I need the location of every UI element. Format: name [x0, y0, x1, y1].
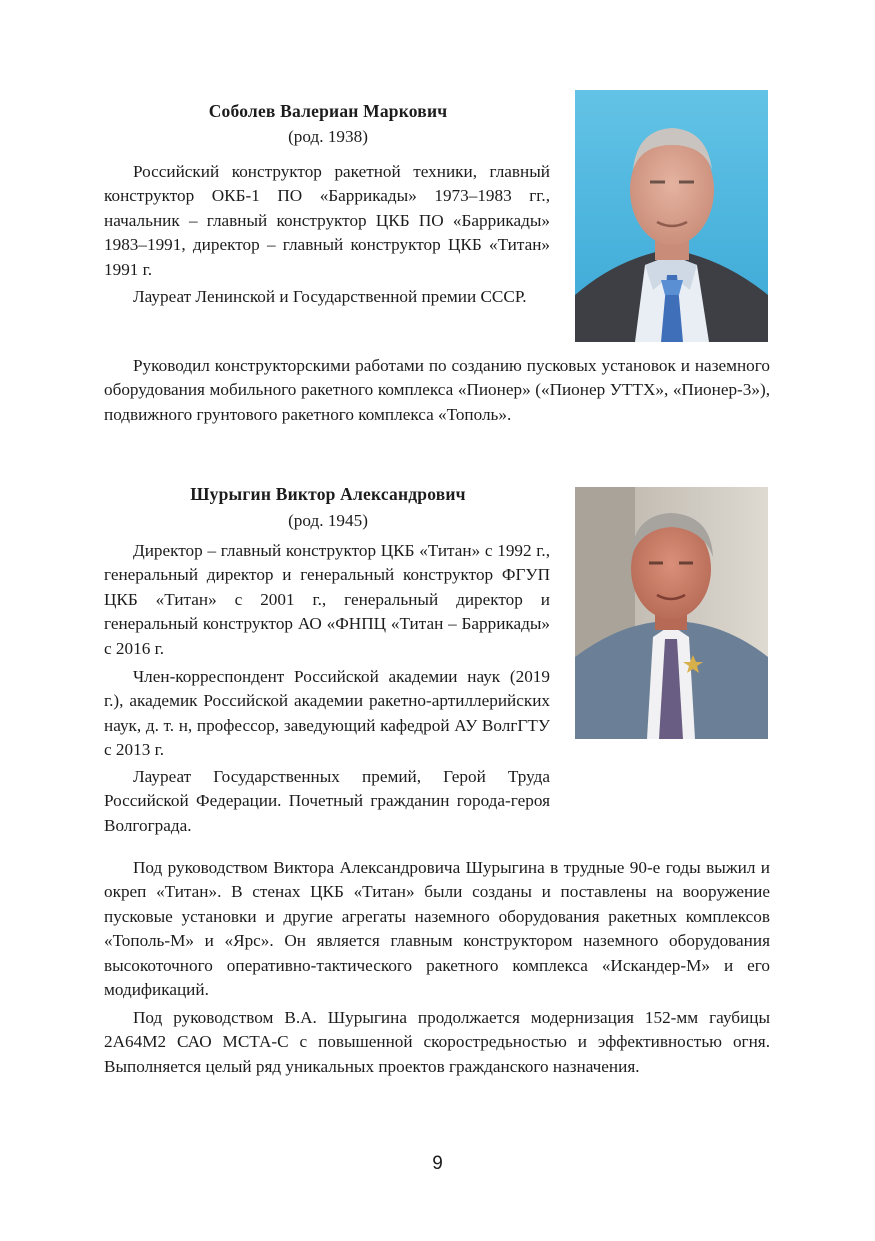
- person-name: Шурыгин Виктор Александрович: [190, 484, 466, 504]
- page-number: 9: [432, 1153, 443, 1174]
- bio-paragraph: Лауреат Ленинской и Государственной премии СССР.: [133, 287, 527, 306]
- birth-year: (род. 1938): [288, 127, 368, 146]
- body-paragraph: Под руководством Виктора Александровича Шурыгина в трудные 90-е годы выжил и окреп «Титан». В стенах ЦКБ «Титан» были созданы и поставлены на вооружение пусковые установки и другие агрегаты наземного оборудования ракетных комплексов «Тополь-М» и «Ярс». Он является главным конструктором наземного оборудования высокоточного оперативно-тактического ракетного комплекса «Искандер-М» и его модификаций.: [104, 858, 770, 1000]
- portrait-photo: [575, 90, 768, 342]
- person-name: Соболев Валериан Маркович: [208, 101, 448, 121]
- portrait-photo-icon: [575, 90, 768, 342]
- bio-paragraph: Член-корреспондент Российской академии наук (2019 г.), академик Российской академии ракетно-артиллерийских наук, д. т. н, профессор, заведующий кафедрой АУ ВолгГТУ с 2013 г.: [104, 667, 550, 760]
- birth-year: (род. 1945): [288, 511, 368, 530]
- body-paragraph: Руководил конструкторскими работами по созданию пусковых установок и наземного оборудования мобильного ракетного комплекса «Пионер» («Пионер УТТХ», «Пионер-3»), подвижного грунтового ракетного комплекса «Тополь».: [104, 356, 770, 424]
- portrait-photo-icon: [575, 487, 768, 739]
- body-paragraph: Под руководством В.А. Шурыгина продолжается модернизация 152-мм гаубицы 2А64М2 САО МСТА-С с повышенной скоростредьностью и эффективностью огня. Выполняется целый ряд уникальных проектов гражданского назначения.: [104, 1008, 770, 1076]
- portrait-photo: [575, 487, 768, 739]
- bio-paragraph: Лауреат Государственных премий, Герой Труда Российской Федерации. Почетный гражданин города-героя Волгограда.: [104, 767, 550, 835]
- bio-paragraph: Российский конструктор ракетной техники, главный конструктор ОКБ-1 ПО «Баррикады» 1973–1983 гг., начальник – главный конструктор ЦКБ ПО «Баррикады» 1983–1991, директор – главный конструктор ЦКБ «Титан» 1991 г.: [104, 162, 550, 279]
- bio-paragraph: Директор – главный конструктор ЦКБ «Титан» с 1992 г., генеральный директор и генеральный конструктор ФГУП ЦКБ «Титан» с 2001 г., генеральный директор и генеральный конструктор АО «ФНПЦ «Титан – Баррикады» с 2016 г.: [104, 541, 550, 658]
